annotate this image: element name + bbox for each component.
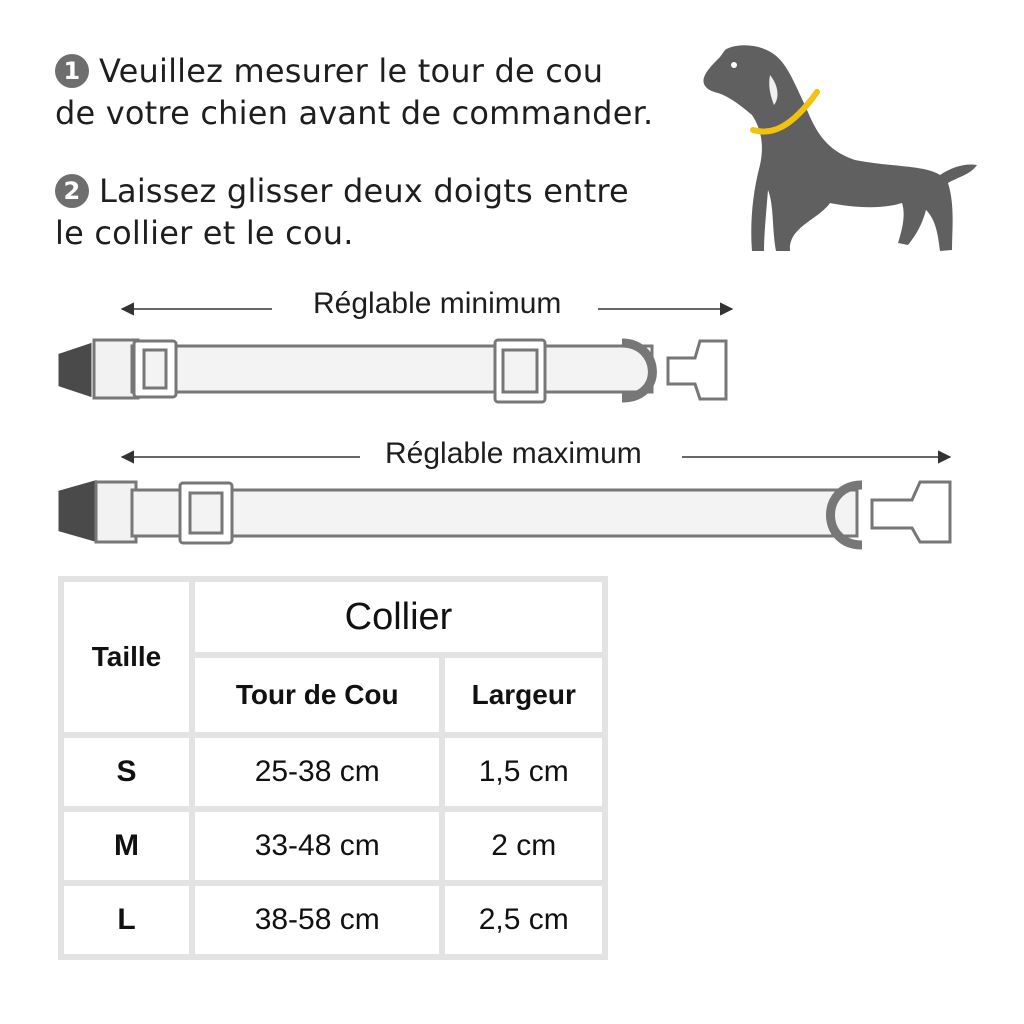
instruction-2-line1: Laissez glisser deux doigts entre: [99, 172, 629, 210]
row-size: L: [64, 886, 189, 954]
buckle-icon-min-female: [668, 341, 726, 399]
header-neck: Tour de Cou: [195, 658, 439, 732]
instruction-2-line2: le collier et le cou.: [55, 214, 354, 252]
table-row: [64, 738, 602, 806]
step-number-1: 1: [55, 54, 89, 88]
step-number-2: 2: [55, 174, 89, 208]
row-neck: 38-58 cm: [195, 886, 439, 954]
table-row: [64, 886, 602, 954]
collar-minimum: [60, 340, 726, 402]
row-size: S: [64, 738, 189, 806]
adjustable-maximum-label: Réglable maximum: [385, 437, 642, 470]
instruction-1-line2: de votre chien avant de commander.: [55, 94, 654, 132]
instruction-1-line1: Veuillez mesurer le tour de cou: [99, 52, 604, 90]
size-table: [58, 576, 608, 960]
row-width: 2,5 cm: [445, 886, 602, 954]
buckle-icon-max-female: [872, 482, 950, 542]
header-size: Taille: [64, 582, 189, 732]
buckle-icon-min-male: [60, 345, 90, 395]
adjustable-minimum-label: Réglable minimum: [313, 287, 562, 320]
buckle-icon-max-male: [60, 482, 95, 540]
collar-maximum: [60, 482, 950, 545]
header-collar: Collier: [195, 582, 602, 652]
table-row: [64, 812, 602, 880]
row-size: M: [64, 812, 189, 880]
row-neck: 33-48 cm: [195, 812, 439, 880]
header-width: Largeur: [445, 658, 602, 732]
row-neck: 25-38 cm: [195, 738, 439, 806]
row-width: 1,5 cm: [445, 738, 602, 806]
row-width: 2 cm: [445, 812, 602, 880]
